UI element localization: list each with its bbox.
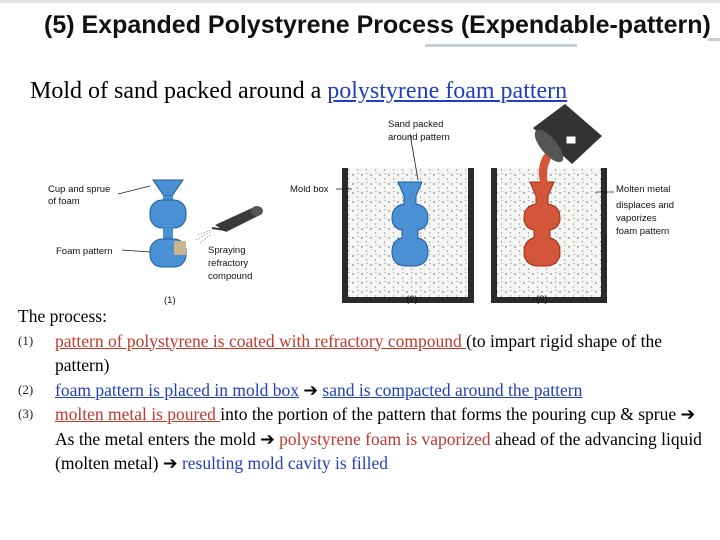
label-molten-metal: foam pattern — [616, 226, 670, 237]
decor-bar — [425, 44, 577, 47]
item-text-red: polystyrene foam is vaporized — [274, 428, 491, 449]
item-text: As the metal enters the mold — [55, 428, 261, 449]
item-number: (3) — [18, 406, 34, 421]
upper-body — [150, 200, 186, 228]
item-text-blue: resulting mold cavity is filled — [177, 453, 389, 473]
step-label: (2) — [406, 294, 418, 305]
subtitle-link[interactable]: polystyrene foam pattern — [327, 78, 568, 104]
item-text-red: pattern of polystyrene is coated with refractory compound — [55, 330, 467, 351]
foam-pattern-drawing — [150, 180, 186, 267]
item-text-blue: sand is compacted around the pattern — [322, 379, 583, 400]
arrow-icon: ➔ — [680, 404, 696, 424]
mold-box-2 — [345, 168, 471, 300]
label-molten-metal: Molten metal — [616, 184, 671, 195]
pointer-line — [118, 186, 150, 194]
label-molten-metal: vaporizes — [616, 213, 657, 224]
top-rule — [0, 0, 720, 3]
label-sand-packed: Sand packed — [388, 119, 444, 130]
item-text-blue: foam pattern is placed in mold box — [55, 379, 299, 400]
item-text: (to impart rigid shape of the pattern) — [55, 330, 662, 375]
pointer-line — [122, 250, 150, 252]
process-heading: The process: — [18, 306, 107, 326]
item-text: ahead of the advancing liquid (molten metal) — [55, 428, 702, 473]
process-item-3 — [18, 402, 708, 476]
pouring-cup — [153, 180, 183, 196]
label-spraying: compound — [208, 271, 253, 282]
spray-gun-drawing — [196, 206, 263, 243]
item-number: (2) — [18, 381, 34, 397]
item-text-red: molten metal is poured — [55, 404, 221, 424]
process-text — [18, 304, 708, 476]
process-item-1 — [18, 329, 708, 378]
label-cup-sprue: Cup and sprue — [48, 184, 111, 195]
item-text: into the portion of the pattern that forms the pouring cup & sprue — [220, 404, 681, 424]
subtitle-lead: Mold of sand packed around a — [30, 78, 328, 104]
label-mold-box: Mold box — [290, 184, 329, 195]
process-item-2 — [18, 378, 708, 403]
arrow-icon: ➔ — [298, 379, 323, 400]
label-molten-metal: displaces and — [616, 200, 675, 211]
process-figure — [0, 100, 720, 310]
item-number: (1) — [18, 332, 34, 348]
label-spraying: Spraying — [208, 245, 246, 256]
step-label: (3) — [536, 294, 548, 305]
slide-title: (5) Expanded Polystyrene Process (Expendable-pattern) — [44, 11, 711, 39]
step-label: (1) — [164, 295, 176, 306]
ladle — [530, 104, 602, 166]
label-foam-pattern: Foam pattern — [56, 246, 113, 257]
arrow-icon: ➔ — [162, 453, 178, 473]
arrow-icon: ➔ — [260, 428, 275, 449]
label-spraying: refractory — [208, 258, 249, 269]
mold-box-3 — [494, 140, 604, 300]
coated-section — [174, 241, 186, 255]
label-sand-packed: around pattern — [388, 132, 450, 143]
label-cup-sprue: of foam — [48, 196, 80, 207]
